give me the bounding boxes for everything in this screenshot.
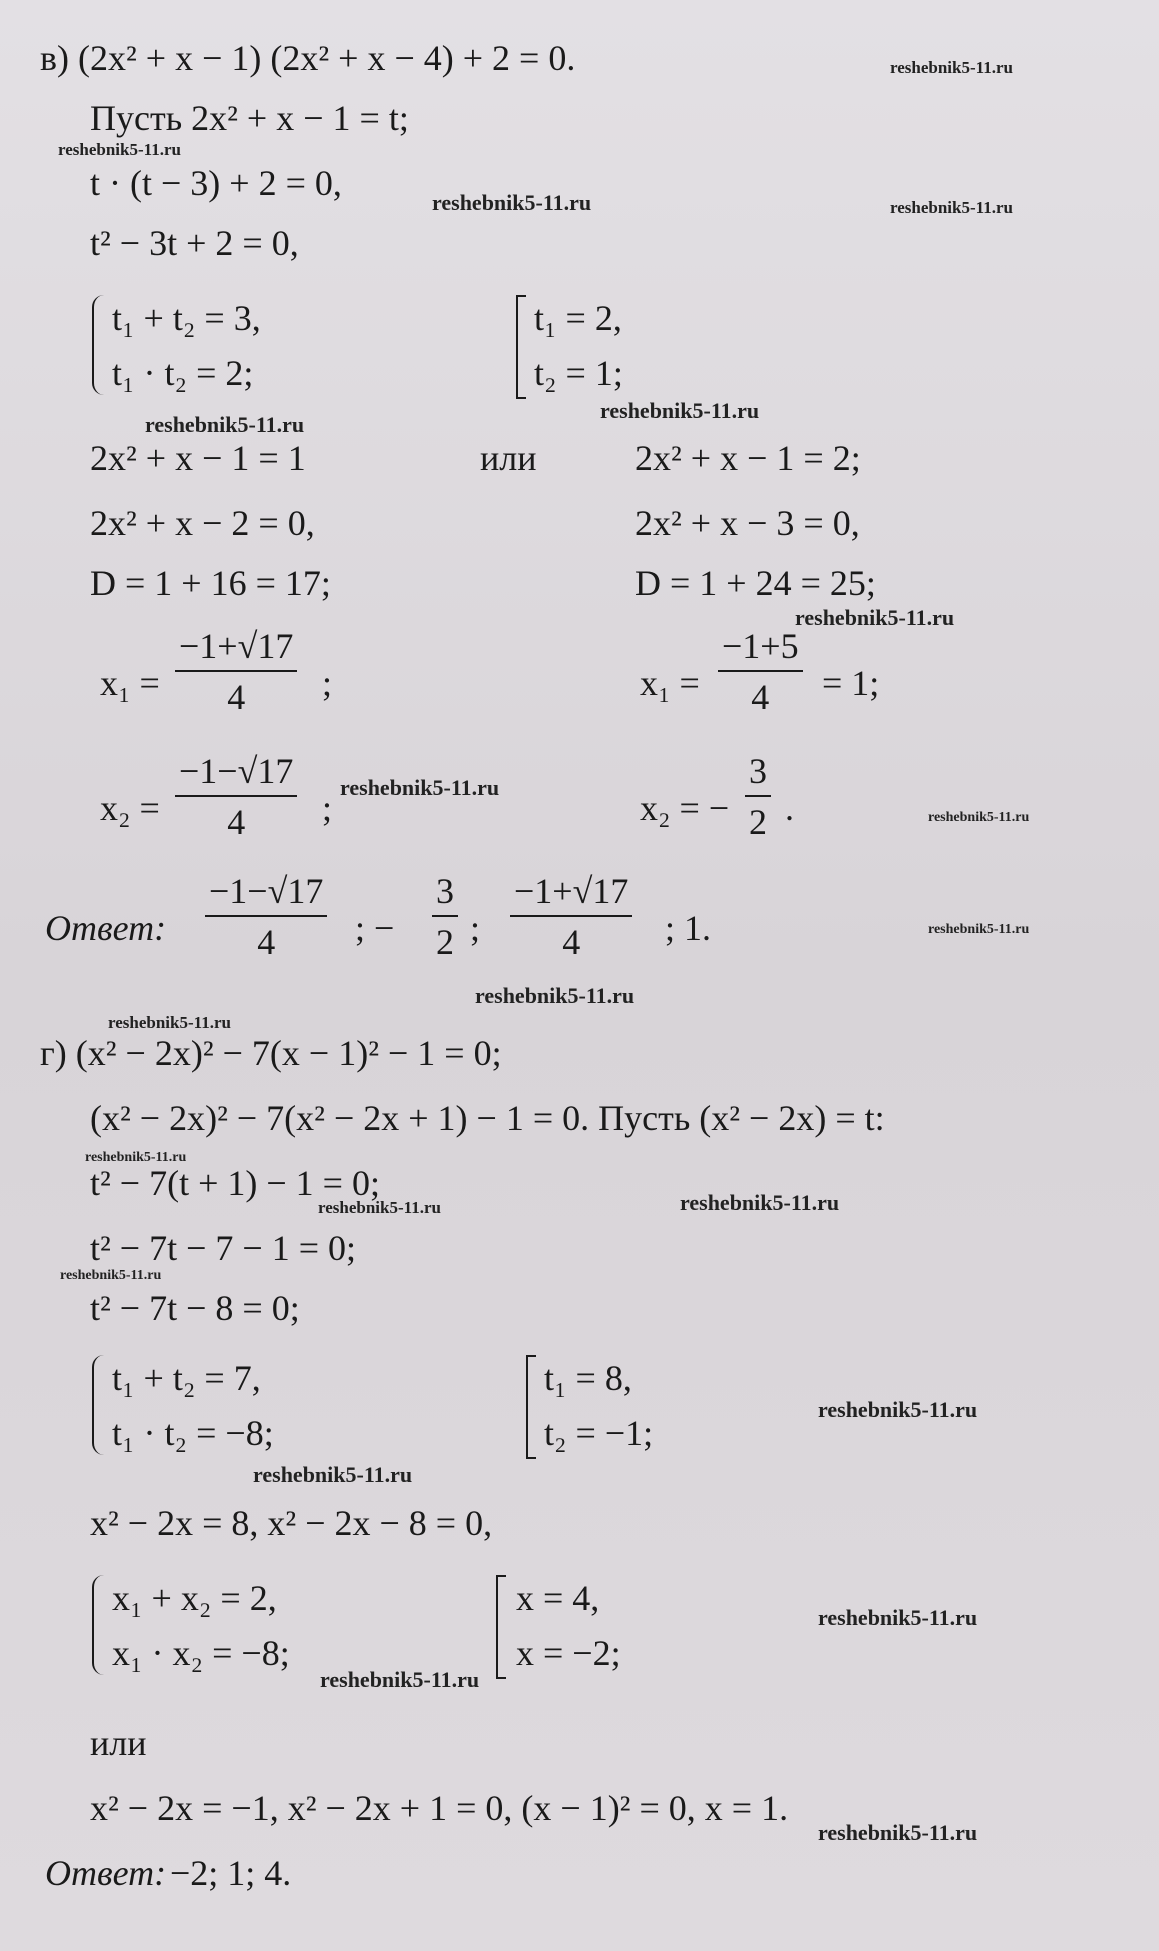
root-label: x₂ = (100, 788, 160, 828)
case-right: 2x² + x − 3 = 0, (635, 503, 860, 543)
system-line: x₁ + x₂ = 2, (112, 1578, 277, 1618)
separator: ; − (355, 908, 395, 948)
watermark: reshebnik5-11.ru (890, 198, 1013, 217)
watermark: reshebnik5-11.ru (253, 1462, 413, 1487)
fraction (175, 750, 297, 843)
denominator: 2 (749, 802, 767, 842)
system-brace (92, 1575, 104, 1675)
set-bracket (526, 1355, 536, 1459)
part-v-equation: в) (2x² + x − 1) (2x² + x − 4) + 2 = 0. (40, 38, 576, 78)
fraction (432, 870, 458, 963)
watermark: reshebnik5-11.ru (928, 922, 1030, 937)
denominator: 4 (227, 802, 246, 842)
answer-label: Ответ: (45, 1853, 167, 1893)
discriminant-left: D = 1 + 16 = 17; (90, 563, 331, 603)
watermark: reshebnik5-11.ru (145, 412, 305, 437)
or-word: или (480, 438, 537, 478)
numerator: 3 (436, 871, 454, 911)
numerator: 3 (749, 751, 767, 791)
watermark: reshebnik5-11.ru (60, 1268, 162, 1283)
watermark: reshebnik5-11.ru (818, 1397, 978, 1422)
system-line: t₁ · t₂ = 2; (112, 353, 254, 393)
answer-end: ; 1. (665, 908, 712, 948)
semicolon: ; (322, 788, 333, 828)
watermark: reshebnik5-11.ru (58, 140, 181, 159)
numerator: −1+5 (722, 626, 799, 666)
case-left: 2x² + x − 1 = 1 (90, 438, 306, 478)
numerator: −1−√17 (179, 751, 294, 791)
system-brace (92, 1355, 104, 1455)
system-line: t₁ · t₂ = −8; (112, 1413, 274, 1453)
denominator: 2 (436, 922, 454, 962)
watermark: reshebnik5-11.ru (108, 1013, 231, 1032)
system-brace (92, 295, 104, 395)
denominator: 4 (227, 677, 246, 717)
root-label: x₁ = (640, 663, 700, 703)
set-line: t₂ = −1; (544, 1413, 654, 1453)
part-g-line3: t² − 7t − 7 − 1 = 0; (90, 1228, 357, 1268)
root-label: x₂ = − (640, 788, 730, 828)
set-line: t₂ = 1; (534, 353, 623, 393)
set-bracket (516, 295, 526, 399)
system-line: t₁ + t₂ = 7, (112, 1358, 261, 1398)
case-left: 2x² + x − 2 = 0, (90, 503, 315, 543)
numerator: −1+√17 (179, 626, 294, 666)
watermark: reshebnik5-11.ru (320, 1667, 480, 1692)
denominator: 4 (257, 922, 276, 962)
set-line: x = −2; (516, 1633, 621, 1673)
watermark: reshebnik5-11.ru (85, 1150, 187, 1165)
watermark: reshebnik5-11.ru (818, 1605, 978, 1630)
fraction (510, 870, 632, 963)
watermark: reshebnik5-11.ru (432, 190, 592, 215)
answer-value: −2; 1; 4. (170, 1853, 292, 1893)
watermark: reshebnik5-11.ru (340, 775, 500, 800)
watermark: reshebnik5-11.ru (795, 605, 955, 630)
denominator: 4 (562, 922, 581, 962)
set-bracket (496, 1575, 506, 1679)
root-label: x₁ = (100, 663, 160, 703)
part-g-line2: t² − 7(t + 1) − 1 = 0; (90, 1163, 380, 1203)
part-g-line5: x² − 2x = 8, x² − 2x − 8 = 0, (90, 1503, 493, 1543)
part-g-line6: x² − 2x = −1, x² − 2x + 1 = 0, (x − 1)² = 0, x = 1. (90, 1788, 789, 1828)
fraction (205, 870, 327, 963)
part-v-let: Пусть 2x² + x − 1 = t; (90, 98, 409, 138)
set-line: x = 4, (516, 1578, 600, 1618)
set-line: t₁ = 8, (544, 1358, 632, 1398)
set-line: t₁ = 2, (534, 298, 622, 338)
numerator: −1+√17 (514, 871, 629, 911)
watermark: reshebnik5-11.ru (928, 810, 1030, 825)
fraction (175, 625, 297, 718)
part-g-line4: t² − 7t − 8 = 0; (90, 1288, 300, 1328)
semicolon: ; (322, 663, 333, 703)
discriminant-right: D = 1 + 24 = 25; (635, 563, 876, 603)
part-g-equation: г) (x² − 2x)² − 7(x − 1)² − 1 = 0; (40, 1033, 502, 1073)
denominator: 4 (751, 677, 770, 717)
fraction (718, 625, 803, 718)
or-word: или (90, 1723, 147, 1763)
watermark: reshebnik5-11.ru (600, 398, 760, 423)
fraction (745, 750, 771, 843)
part-v-line1: t · (t − 3) + 2 = 0, (90, 163, 342, 203)
system-line: t₁ + t₂ = 3, (112, 298, 261, 338)
case-right: 2x² + x − 1 = 2; (635, 438, 861, 478)
numerator: −1−√17 (209, 871, 324, 911)
watermark: reshebnik5-11.ru (818, 1820, 978, 1845)
watermark: reshebnik5-11.ru (318, 1198, 441, 1217)
period: . (785, 788, 794, 828)
separator: ; (470, 908, 481, 948)
answer-label: Ответ: (45, 908, 167, 948)
root-result: = 1; (822, 663, 880, 703)
watermark: reshebnik5-11.ru (475, 983, 635, 1008)
watermark: reshebnik5-11.ru (890, 58, 1013, 77)
part-v-line2: t² − 3t + 2 = 0, (90, 223, 299, 263)
part-g-line1: (x² − 2x)² − 7(x² − 2x + 1) − 1 = 0. Пусть (x² − 2x) = t: (90, 1098, 885, 1138)
system-line: x₁ · x₂ = −8; (112, 1633, 290, 1673)
watermark: reshebnik5-11.ru (680, 1190, 840, 1215)
